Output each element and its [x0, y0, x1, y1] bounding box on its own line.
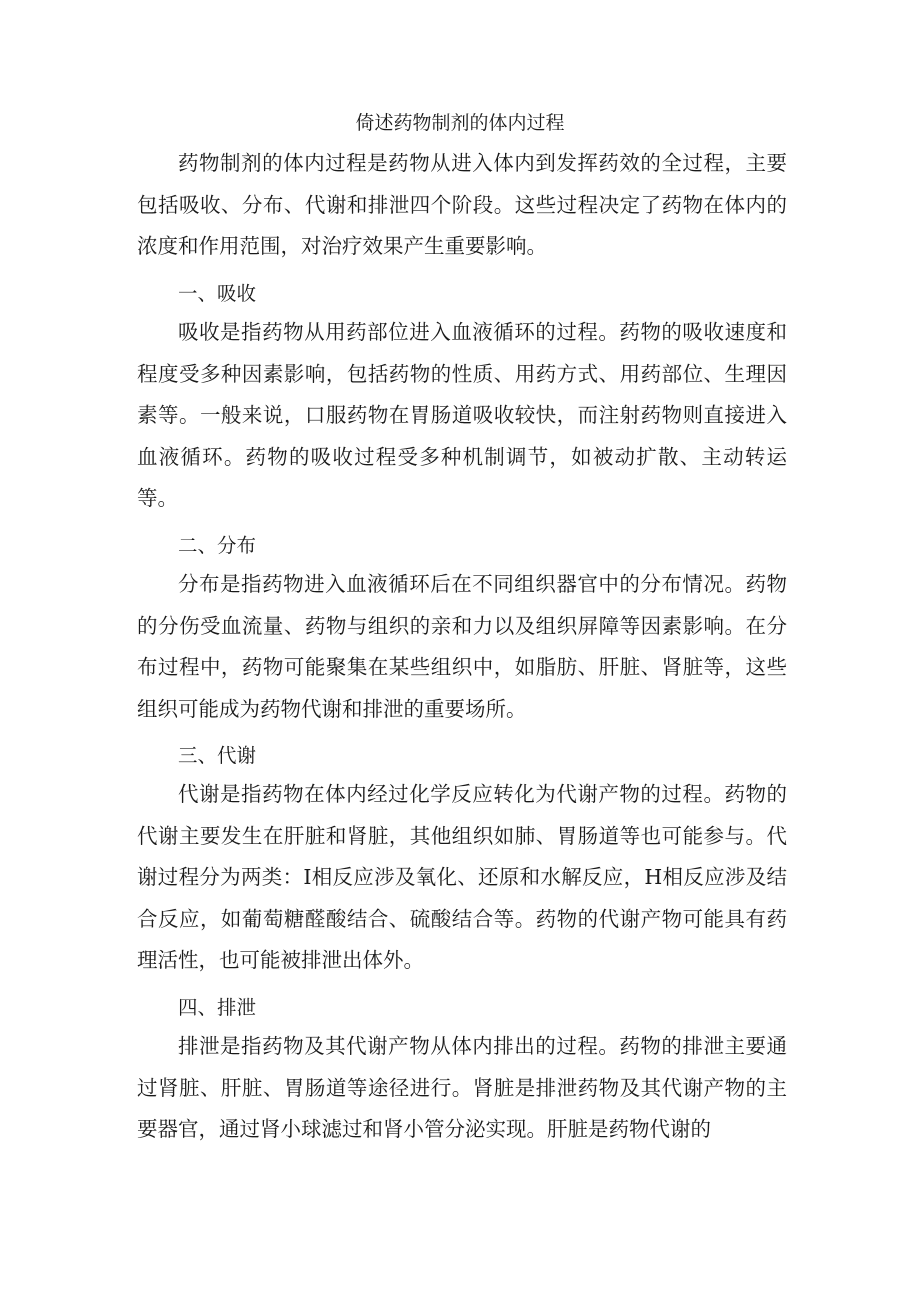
section-heading-metabolism: 三、代谢	[178, 744, 257, 767]
section-heading-excretion: 四、排泄	[178, 996, 257, 1019]
section-paragraph-metabolism: 代谢是指药物在体内经过化学反应转化为代谢产物的过程。药物的代谢主要发生在肝脏和肾脏，其他组织如肺、胃肠道等也可能参与。代谢过程分为两类：I相反应涉及氧化、还原和水解反应，H相反应涉及结合反应，如葡萄糖醛酸结合、硫酸结合等。药物的代谢产物可能具有药理活性，也可能被排泄出体外。	[137, 782, 787, 972]
intro-paragraph: 药物制剂的体内过程是药物从进入体内到发挥药效的全过程，主要包括吸收、分布、代谢和排泄四个阶段。这些过程决定了药物在体内的浓度和作用范围，对治疗效果产生重要影响。	[137, 151, 787, 258]
section-heading-absorption: 一、吸收	[178, 282, 257, 305]
section-paragraph-distribution: 分布是指药物进入血液循环后在不同组织器官中的分布情况。药物的分伤受血流量、药物与组织的亲和力以及组织屏障等因素影响。在分布过程中，药物可能聚集在某些组织中，如脂肪、肝脏、肾脏等，这些组织可能成为药物代谢和排泄的重要场所。	[137, 572, 787, 721]
section-paragraph-absorption: 吸收是指药物从用药部位进入血液循环的过程。药物的吸收速度和程度受多种因素影响，包括药物的性质、用药方式、用药部位、生理因素等。一般来说，口服药物在胃肠道吸收较快，而注射药物则直接进入血液循环。药物的吸收过程受多种机制调节，如被动扩散、主动转运等。	[137, 320, 787, 510]
section-heading-distribution: 二、分布	[178, 534, 257, 557]
section-paragraph-excretion: 排泄是指药物及其代谢产物从体内排出的过程。药物的排泄主要通过肾脏、肝脏、胃肠道等途径进行。肾脏是排泄药物及其代谢产物的主要器官，通过肾小球滤过和肾小管分泌实现。肝脏是药物代谢的	[137, 1034, 787, 1141]
document-title: 倚述药物制剂的体内过程	[355, 112, 565, 134]
